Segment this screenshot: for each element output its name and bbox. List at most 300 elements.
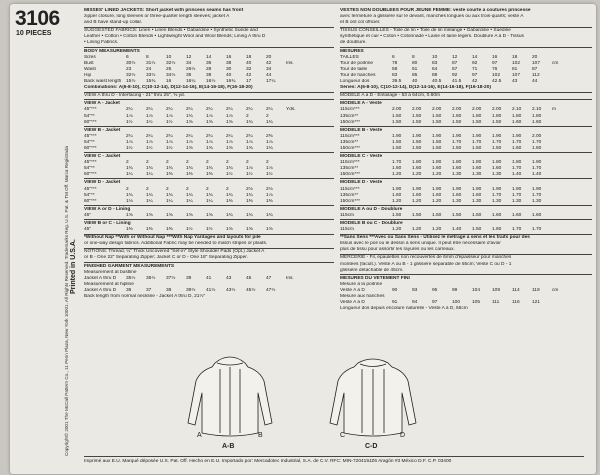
table-cell: 8 (146, 54, 149, 60)
table-cell: 1⅞ (126, 113, 133, 119)
table-cell: 2¼ (206, 107, 213, 113)
table-cell: 1⅝ (226, 227, 233, 233)
table-cell: 2 (206, 160, 209, 166)
table-cell: 44 (266, 72, 272, 78)
table-cell: 34 (266, 66, 272, 72)
table-cell: 45" (84, 212, 92, 218)
table-cell: 2.00 (472, 107, 482, 113)
table-cell: 33½ (146, 72, 156, 78)
table-cell: 1.50 (492, 119, 502, 125)
table-cell: 2¼ (186, 107, 193, 113)
table-cell: 44 (532, 79, 538, 85)
table-cell: 2 (206, 186, 209, 192)
table-cell: 40 (412, 79, 418, 85)
table-cell: 1.40 (512, 172, 522, 178)
table-cell: 2¼ (126, 107, 133, 113)
yardage-row (340, 199, 592, 205)
table-cell: 1⅝ (246, 145, 253, 151)
table-cell: 1.90 (432, 133, 442, 139)
table-cell: 1¾ (246, 119, 253, 125)
table-cell: 1.20 (412, 172, 422, 178)
yardage-row (84, 120, 334, 126)
table-cell: 93 (412, 287, 418, 293)
view-heading: VIEW A or D - Lining (84, 205, 334, 213)
table-cell: 2⅜ (266, 133, 273, 139)
table-cell: Back waist length (84, 79, 122, 85)
table-cell: 1.70 (532, 166, 542, 172)
table-cell: 1.60 (532, 212, 542, 218)
table-cell: 60"*** (84, 172, 97, 178)
table-cell: 83 (432, 60, 438, 66)
table-cell: 10 (166, 54, 172, 60)
table-cell: Tour de hanches (340, 72, 376, 78)
copyright-notice: Copyright© 2001 The McCall Pattern Co., 11 Penn Plaza, New York 10001. All Rights Reserved. Trademarks Reg. U.S. Pat. & TM Off. Marca Registrada (64, 146, 69, 456)
table-cell: Longueur dos depuis encolure naturelle - Veste A à D, 55cm (340, 306, 468, 312)
table-cell (286, 213, 304, 219)
table-cell: Veste A à D (340, 300, 365, 306)
table-cell: 2 (126, 186, 129, 192)
table-cell: 37 (146, 287, 152, 293)
table-cell: 97 (432, 300, 438, 306)
table-cell: 42 (266, 60, 272, 66)
table-cell: 38 (206, 72, 212, 78)
table-cell: 20 (532, 54, 538, 60)
table-cell: 1.60 (392, 192, 402, 198)
table-cell: 1½ (266, 172, 273, 178)
table-cell: 1.20 (432, 198, 442, 204)
table-cell: 1.70 (392, 160, 402, 166)
table-cell: 1⅝ (186, 119, 193, 125)
table-cell: 1⅞ (166, 113, 173, 119)
table-cell: 115cm*** (340, 160, 360, 166)
table-cell: Jacket A thru D (84, 275, 117, 281)
table-cell: 1.80 (492, 113, 502, 119)
table-cell: 1⅞ (226, 113, 233, 119)
fabrics-line: synthétique et cuir • Coton • Cotonnade • Laine et laine légers. Doublure A à D - Tissus (340, 34, 524, 40)
yardage-row (84, 227, 334, 233)
table-cell: Tour de taille (340, 66, 368, 72)
table-cell: 2 (126, 160, 129, 166)
table-cell: 1.80 (452, 160, 462, 166)
table-cell: 1.50 (412, 212, 422, 218)
table-cell: 1.70 (512, 192, 522, 198)
table-cell: Hip (84, 72, 92, 78)
table-cell: 42.5 (492, 79, 502, 85)
table-cell: 1¾ (146, 166, 153, 172)
table-cell: TAILLES (340, 54, 359, 60)
table-cell: 1.50 (392, 139, 402, 145)
table-cell: 1.50 (392, 113, 402, 119)
table-cell: 1.30 (492, 198, 502, 204)
table-cell: 150cm*** (340, 145, 360, 151)
table-cell: 16¼ (186, 79, 196, 85)
table-cell: 1½ (186, 227, 193, 233)
table-cell: 1.90 (492, 133, 502, 139)
table-cell: 1⅜ (146, 227, 153, 233)
label-a: A (197, 432, 202, 439)
table-cell: 1.60 (512, 145, 522, 151)
table-cell: 76 (492, 66, 498, 72)
table-cell: 30 (226, 66, 232, 72)
table-cell: 1.60 (452, 192, 462, 198)
table-cell: 78 (392, 60, 398, 66)
label-b: B (258, 432, 263, 439)
table-cell: 104 (472, 287, 481, 293)
table-cell: 24 (146, 66, 152, 72)
table-cell: 97 (492, 60, 498, 66)
table-cell: 60"*** (84, 119, 97, 125)
table-cell: 1.50 (392, 145, 402, 151)
table-cell: 1½ (206, 227, 213, 233)
table-cell: 111 (492, 300, 500, 306)
table-cell: 1.80 (492, 160, 502, 166)
table-cell: 1⅝ (146, 212, 153, 218)
table-cell: 1⅜ (166, 172, 173, 178)
table-cell: 1.60 (512, 212, 522, 218)
table-cell: 1⅝ (166, 212, 173, 218)
table-cell: 2 (166, 186, 169, 192)
label-ab: A-B (222, 443, 235, 450)
table-cell: 102 (492, 72, 501, 78)
fabrics-line: SUGGESTED FABRICS: Linen • Linen Blends • Gabardine • Synthetic Suede and (84, 27, 334, 34)
table-cell: 109 (492, 287, 501, 293)
table-cell (552, 172, 566, 178)
table-cell: 2¼ (206, 133, 213, 139)
table-cell: 1.70 (512, 139, 522, 145)
table-cell: 135cm** (340, 113, 359, 119)
yardage-row (84, 146, 334, 152)
table-cell: 1.50 (392, 212, 402, 218)
notions-line: MERCERIE - Fil, épaulettes non recouvertes de 6mm d'épaisseur pour manches (340, 254, 592, 261)
table-cell: 36 (186, 72, 192, 78)
table-cell: 1.90 (512, 133, 522, 139)
table-cell (552, 227, 566, 233)
table-cell: 135cm** (340, 139, 359, 145)
table-cell: 112 (532, 72, 540, 78)
table-cell: 1.20 (432, 172, 442, 178)
table-cell: 2 (246, 113, 249, 119)
table-cell: 1¾ (206, 192, 213, 198)
table-cell: 1.70 (452, 139, 462, 145)
table-cell: 115cm (340, 212, 355, 218)
table-cell: 1¾ (206, 166, 213, 172)
table-cell: 1½ (166, 145, 173, 151)
table-cell: 26½ (186, 66, 196, 72)
table-cell: 36 (126, 287, 132, 293)
table-cell: 2¼ (186, 133, 193, 139)
notions-line: or B - One 22" Separating Zipper; Jacket C or D - One 18" Separating Zipper. (84, 255, 248, 261)
fabrics-line: de doublure. (340, 40, 367, 46)
table-cell: 1.30 (452, 172, 462, 178)
table-cell: 2 (226, 186, 229, 192)
table-cell: 1⅜ (166, 227, 173, 233)
table-cell: 1⅝ (206, 145, 213, 151)
table-cell (552, 79, 566, 85)
table-cell: 1⅜ (226, 198, 233, 204)
table-cell: 1⅜ (126, 227, 133, 233)
nap-note-line: plus de tissu pour assortir les rayures ou les carreaux. (340, 247, 455, 253)
table-cell: 1⅜ (186, 172, 193, 178)
table-cell: 36 (206, 60, 212, 66)
table-cell: 107 (512, 72, 521, 78)
table-cell: Sizes (84, 54, 96, 60)
english-column (84, 8, 334, 300)
table-cell (286, 146, 304, 152)
table-cell: 1¼ (206, 198, 213, 204)
table-cell: cm (552, 287, 559, 293)
table-cell: 1⅝ (226, 145, 233, 151)
table-cell: 1¾ (146, 192, 153, 198)
table-cell: 32 (246, 66, 252, 72)
table-cell: 1.50 (412, 119, 422, 125)
table-cell: 14 (206, 54, 212, 60)
table-cell: 41½ (206, 287, 216, 293)
table-cell: Ins. (286, 275, 294, 281)
yardage-row (340, 172, 592, 178)
table-cell: 2 (246, 160, 249, 166)
table-cell: 1.40 (532, 172, 542, 178)
table-cell: 43 (512, 79, 518, 85)
table-cell: 2¼ (146, 133, 153, 139)
table-cell: 1.70 (532, 227, 542, 233)
table-cell: 105 (472, 300, 481, 306)
table-cell: 1¾ (246, 192, 253, 198)
yardage-row (84, 199, 334, 205)
table-cell: 135cm** (340, 166, 359, 172)
nap-note-line: tissus avec le poil ou le dessin à sens unique. Il peut être nécessaire d'avoir (340, 241, 501, 247)
table-cell: Waist (84, 66, 96, 72)
nap-note-line: **Sans Sens ***Avec ou Sans Sens - Utilisez le métrage à sens et les traits pour des (340, 234, 592, 241)
table-cell: 1⅝ (266, 227, 273, 233)
table-cell: 1.60 (532, 119, 542, 125)
table-cell: 54"** (84, 113, 95, 119)
table-cell: 71 (472, 66, 478, 72)
table-cell: 1.50 (472, 212, 482, 218)
finished-measurement-row (340, 306, 592, 312)
table-cell: 114 (512, 287, 520, 293)
table-cell: 1.70 (492, 192, 502, 198)
table-cell: 1.80 (532, 113, 542, 119)
table-cell: 18 (512, 54, 518, 60)
table-cell: 2.00 (412, 107, 422, 113)
table-cell: 43 (226, 275, 232, 281)
table-cell: 1.90 (452, 133, 462, 139)
table-cell: 1.20 (392, 172, 402, 178)
table-cell: 1.90 (532, 160, 542, 166)
table-cell: 1⅞ (226, 139, 233, 145)
table-cell: 36½ (146, 275, 156, 281)
table-cell: 1.90 (532, 186, 542, 192)
table-cell: 2¼ (266, 107, 273, 113)
table-cell: 1.90 (492, 186, 502, 192)
table-cell: 41.5 (452, 79, 462, 85)
table-cell: 1½ (246, 172, 253, 178)
table-cell: 1.20 (392, 227, 402, 233)
table-cell: 1¾ (166, 166, 173, 172)
table-cell: 1⅝ (246, 227, 253, 233)
table-cell: 1.50 (432, 145, 442, 151)
fabrics-line: Leather • Cotton • Cotton Blends • Lightweight Wool and Wool Blends; Lining A thru D (84, 34, 266, 40)
table-cell: 40.5 (432, 79, 442, 85)
table-cell: 16½ (206, 79, 216, 85)
table-cell: Mesure aux hanches (340, 294, 385, 300)
table-cell: 64 (432, 66, 438, 72)
intro-line: et B ont col officier. (340, 20, 381, 26)
table-cell: 1¾ (186, 192, 193, 198)
table-cell: 1.60 (492, 166, 502, 172)
body-measurements-heading: MESURES (340, 47, 592, 55)
table-cell: 2 (166, 160, 169, 166)
table-cell: Tour de poitrine (340, 60, 374, 66)
table-cell: 2¼ (226, 133, 233, 139)
table-cell: 35½ (126, 275, 136, 281)
table-cell: 1.90 (412, 186, 422, 192)
table-cell: 1⅝ (206, 119, 213, 125)
finished-measurement-row (84, 294, 334, 300)
table-cell: 17 (246, 79, 252, 85)
yardage-row (340, 213, 592, 219)
table-cell: 115cm (340, 227, 355, 233)
pattern-sidebar (10, 4, 80, 474)
table-cell: 1½ (166, 119, 173, 125)
table-cell: 1⅜ (206, 172, 213, 178)
table-cell: 38 (166, 287, 172, 293)
table-cell: 1.20 (412, 227, 422, 233)
table-cell: 2¼ (166, 133, 173, 139)
table-cell: 2 (266, 113, 269, 119)
table-cell: 2.00 (392, 107, 402, 113)
table-cell: 2.10 (512, 107, 522, 113)
table-cell: 1½ (226, 172, 233, 178)
yardage-row (340, 146, 592, 152)
view-heading: MODELE B - Veste (340, 126, 592, 134)
table-cell: 1.50 (412, 113, 422, 119)
table-cell: 6 (392, 54, 395, 60)
table-cell: 40 (246, 60, 252, 66)
envelope-footer: Imprimé aux E.U. Marqué déposée U.S. Pat. Off. Hecho en E.U. Importado por: Mercadotec Industrial, S.A. de C.V. RFC: MIN-720419JZ6 Aragón #3 México D.F. C.P. 03400 (84, 456, 584, 464)
notions-line: glissière détachable de 45cm. (340, 267, 404, 273)
pattern-number: 3106 (15, 7, 60, 30)
notions-line: montées (facult.). Veste A ou B - 1 glissière séparable de 55cm; Veste C ou D - 1 (340, 261, 512, 267)
table-cell: 2¼ (126, 133, 133, 139)
table-cell: 1.60 (472, 192, 482, 198)
intro-line: MISSES' LINED JACKETS: Short jacket with princess seams has front (84, 8, 244, 13)
table-cell: 1.60 (492, 212, 502, 218)
notions-line: NOTIONS: Thread, ¼" Thick Uncovered "Set-in" Style Shoulder Pads (Opt.) Jacket A (84, 248, 334, 255)
table-cell: 1.30 (492, 172, 502, 178)
table-cell: 2⅛ (266, 186, 273, 192)
table-cell: 1⅝ (186, 212, 193, 218)
view-heading: MODELE D - Veste (340, 178, 592, 186)
table-cell: 1¼ (146, 198, 153, 204)
table-cell: 1.60 (412, 192, 422, 198)
table-cell: 115cm*** (340, 107, 360, 113)
table-cell: 1.60 (432, 192, 442, 198)
table-cell: 32½ (166, 60, 176, 66)
table-cell: 1.20 (412, 198, 422, 204)
table-cell: 1½ (126, 145, 133, 151)
view-heading: VIEW C - Jacket (84, 152, 334, 160)
table-cell (552, 146, 566, 152)
table-cell: 1⅝ (126, 212, 133, 218)
table-cell: 45"*** (84, 160, 97, 166)
table-cell: 1.80 (472, 113, 482, 119)
view-heading: VIEW B - Jacket (84, 126, 334, 134)
label-cd: C-D (365, 443, 378, 450)
jacket-back-views-illustration (170, 353, 430, 451)
yardage-row (340, 120, 592, 126)
table-cell: 1¾ (266, 145, 273, 151)
table-cell: 1.90 (432, 186, 442, 192)
table-cell: 1¼ (126, 172, 133, 178)
table-cell: 2 (186, 186, 189, 192)
table-cell: 2¼ (226, 107, 233, 113)
table-cell: 85 (412, 72, 418, 78)
french-column (340, 8, 592, 312)
table-cell (552, 199, 566, 205)
table-cell: 99 (452, 287, 458, 293)
table-cell: 92 (472, 60, 478, 66)
table-cell: 14 (472, 54, 478, 60)
table-cell: 1.70 (492, 139, 502, 145)
table-cell: 54"** (84, 166, 95, 172)
table-cell: 95 (432, 287, 438, 293)
table-cell (552, 213, 566, 219)
pattern-pieces: 10 PIECES (16, 30, 52, 37)
table-cell: 8 (412, 54, 415, 60)
table-cell: 23 (126, 66, 132, 72)
table-cell: 15¾ (146, 79, 156, 85)
table-cell: 42 (472, 79, 478, 85)
view-heading: MODELE B ou C - Doublure (340, 219, 592, 227)
table-cell: 1¾ (266, 119, 273, 125)
table-cell: 92 (452, 72, 458, 78)
table-cell: 1⅜ (246, 198, 253, 204)
table-cell: 1.90 (392, 133, 402, 139)
table-cell: m (552, 107, 556, 113)
interfacing-line: VIEW A thru D - Interfacing - 21" thru 25", ⅝ yd. (84, 92, 334, 99)
nap-note-line: *Without Nap **With or Without Nap ***With Nap Yardages and layouts for pile (84, 234, 334, 241)
table-cell: 1.90 (512, 186, 522, 192)
table-cell: 1.50 (432, 119, 442, 125)
table-cell: 34 (186, 60, 192, 66)
table-cell: 30½ (126, 60, 136, 66)
table-cell: 16¾ (226, 79, 236, 85)
table-cell: 1.30 (452, 198, 462, 204)
table-cell: 1⅞ (126, 139, 133, 145)
table-cell: 1.50 (432, 113, 442, 119)
table-cell: 1¾ (226, 192, 233, 198)
table-cell: 1.50 (472, 119, 482, 125)
table-cell: 47 (266, 275, 272, 281)
table-cell: 1.80 (432, 160, 442, 166)
table-cell: Veste A à D (340, 287, 365, 293)
table-cell: 12 (452, 54, 458, 60)
table-cell: 45"*** (84, 133, 97, 139)
view-heading: VIEW D - Jacket (84, 178, 334, 186)
table-cell: 1.70 (512, 166, 522, 172)
table-cell: 1½ (146, 119, 153, 125)
table-cell (286, 172, 304, 178)
table-cell: 2.00 (452, 107, 462, 113)
table-cell: 87 (532, 66, 538, 72)
yardage-row (84, 213, 334, 219)
yardage-row (84, 172, 334, 178)
table-cell: 39½ (186, 287, 196, 293)
table-cell: Jacket A thru D (84, 287, 117, 293)
table-cell: Back length from normal neckline - Jacket A thru D, 21½" (84, 294, 206, 300)
table-cell: 1.90 (392, 186, 402, 192)
